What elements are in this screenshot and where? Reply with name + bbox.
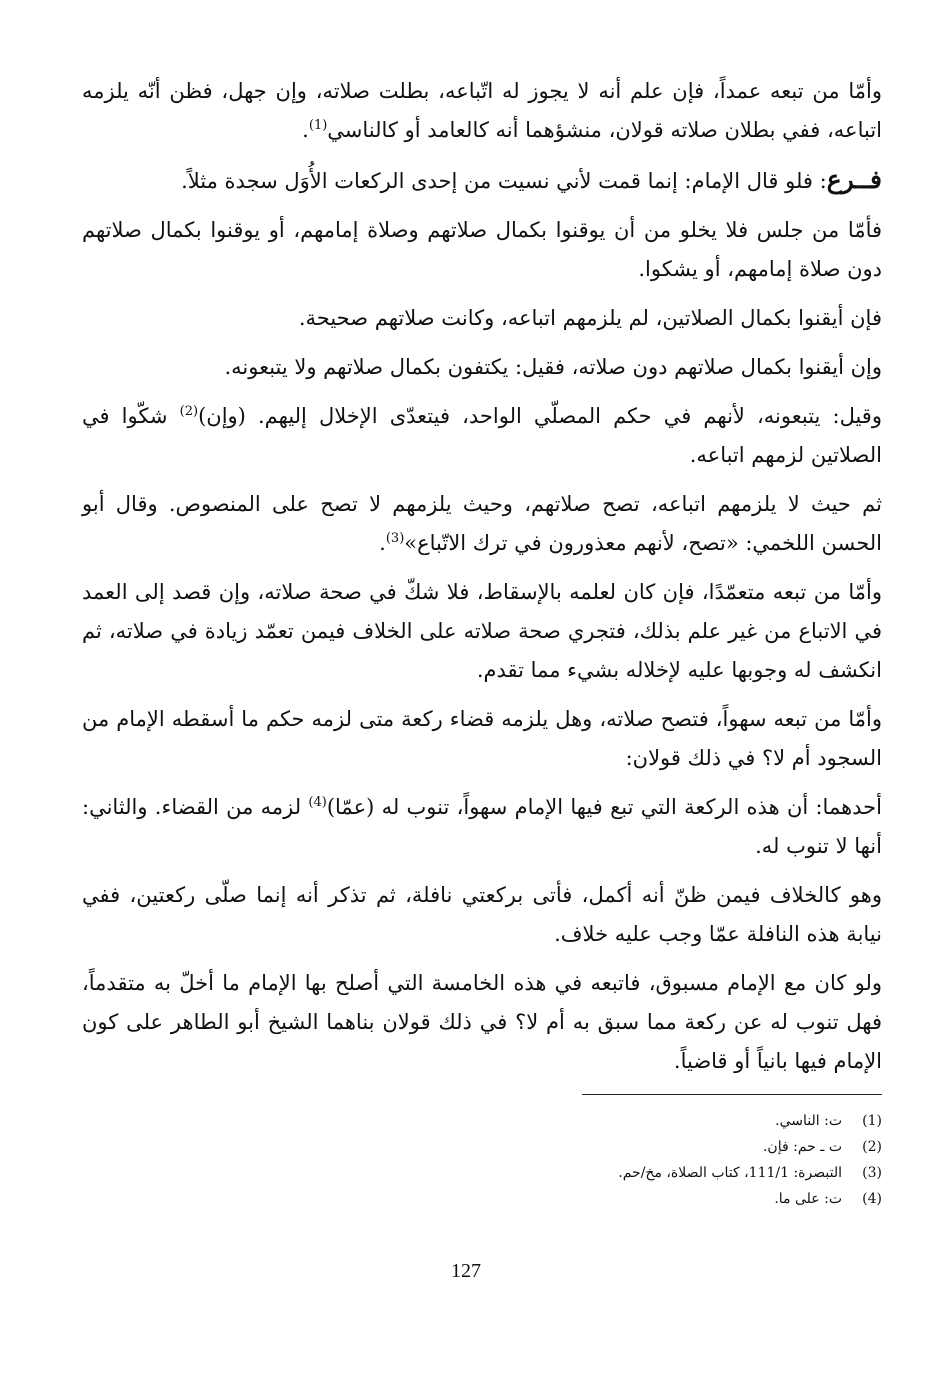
paragraph-6: [82, 397, 882, 475]
paragraph-tail: .: [379, 531, 386, 555]
paragraph-text: وأمّا من تبعه متعمّدًا، فإن كان لعلمه بالإسقاط، فلا شكّ في صحة صلاته، وإن قصد إلى العمد في الاتباع من غير علم بذلك، فتجري صحة صلاته على الخلاف فيمن تعمّد زيادة في صلاته، ثم انكشف له وجوبها عليه لإخلاله بشيء مما تقدم.: [82, 580, 882, 682]
paragraph-text: فأمّا من جلس فلا يخلو من أن يوقنوا بكمال صلاتهم وصلاة إمامهم، أو يوقنوا بكمال صلاتهم دون صلاة إمامهم، أو يشكوا.: [82, 218, 883, 281]
paragraph-10: [82, 788, 882, 866]
footnote-item: [282, 1186, 882, 1212]
footnotes: [282, 1108, 882, 1212]
footnote-number: (2): [862, 1139, 882, 1155]
footnote-ref[interactable]: (4): [308, 795, 327, 810]
footnote-item: [282, 1108, 882, 1134]
main-text: [82, 72, 882, 1091]
footnote-ref[interactable]: (1): [308, 118, 328, 133]
paragraph-text: : فلو قال الإمام: إنما قمت لأني نسيت من إحدى الركعات الأُوَل سجدة مثلاً.: [181, 169, 827, 193]
paragraph-3: [82, 211, 882, 289]
footnote-text: ت ـ حم: فإن.: [762, 1139, 842, 1155]
footnote-item: [282, 1160, 882, 1186]
paragraph-4: [82, 299, 882, 338]
footnote-text: ت: الناسي.: [775, 1113, 842, 1129]
paragraph-text: وأمّا من تبعه عمداً، فإن علم أنه لا يجوز له اتّباعه، بطلت صلاته، وإن جهل، فظن أنّه يلزمه اتباعه، ففي بطلان صلاته قولان، منشؤهما أنه كالعامد أو كالناسي: [82, 79, 882, 142]
footnote-ref[interactable]: (2): [179, 404, 199, 419]
paragraph-tail: شكّوا في الصلاتين لزمهم اتباعه.: [82, 404, 882, 467]
paragraph-8: [82, 573, 882, 690]
footnote-divider: [582, 1094, 882, 1095]
paragraph-text: ولو كان مع الإمام مسبوق، فاتبعه في هذه الخامسة التي أصلح بها الإمام ما أخلّ به متقدماً، فهل تنوب له عن ركعة مما سبق به أم لا؟ في ذلك قولان بناهما الشيخ أبو الطاهر على كون الإمام فيها بانياً أو قاضياً.: [82, 971, 882, 1073]
paragraph-text: وإن أيقنوا بكمال صلاتهم دون صلاته، فقيل: يكتفون بكمال صلاتهم ولا يتبعونه.: [224, 355, 882, 379]
footnote-number: (4): [862, 1191, 882, 1207]
section-lead-far: فــرع: [826, 165, 882, 194]
footnote-text: ت: على ما.: [774, 1191, 842, 1207]
paragraph-tail: .: [302, 118, 309, 142]
paragraph-text: وأمّا من تبعه سهواً، فتصح صلاته، وهل يلزمه قضاء ركعة متى لزمه حكم ما أسقطه الإمام من السجود أم لا؟ في ذلك قولان:: [82, 707, 882, 770]
footnote-text: التبصرة: 111/1، كتاب الصلاة، مخ/حم.: [618, 1165, 842, 1181]
footnote-item: [282, 1134, 882, 1160]
paragraph-text: أحدهما: أن هذه الركعة التي تبع فيها الإمام سهواً، تنوب له (عمّا): [326, 795, 883, 819]
paragraph-12: [82, 964, 882, 1081]
paragraph-text: فإن أيقنوا بكمال الصلاتين، لم يلزمهم اتباعه، وكانت صلاتهم صحيحة.: [298, 306, 882, 330]
paragraph-text: وهو كالخلاف فيمن ظنّ أنه أكمل، فأتى بركعتي نافلة، ثم تذكر أنه إنما صلّى ركعتين، ففي نيابة هذه النافلة عمّا وجب عليه خلاف.: [82, 883, 882, 946]
footnote-number: (3): [862, 1165, 882, 1181]
paragraph-text: وقيل: يتبعونه، لأنهم في حكم المصلّي الواحد، فيتعدّى الإخلال إليهم. (وإن): [198, 404, 882, 428]
paragraph-tail: لزمه من القضاء. والثاني: أنها لا تنوب له.: [82, 795, 882, 858]
paragraph-9: [82, 700, 882, 778]
footnote-ref[interactable]: (3): [385, 531, 405, 546]
footnote-number: (1): [862, 1113, 882, 1129]
paragraph-text: ثم حيث لا يلزمهم اتباعه، تصح صلاتهم، وحيث يلزمهم لا تصح على المنصوص. وقال أبو الحسن اللخمي: «تصح، لأنهم معذورون في ترك الاتّباع»: [82, 492, 882, 555]
paragraph-11: [82, 876, 882, 954]
paragraph-7: [82, 485, 882, 563]
paragraph-5: [82, 348, 882, 387]
paragraph-1: [82, 72, 882, 150]
page-number: 127: [451, 1260, 481, 1282]
paragraph-2: [82, 160, 882, 201]
